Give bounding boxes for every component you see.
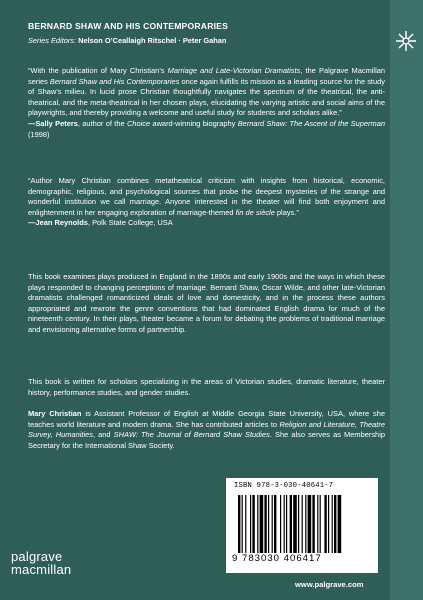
barcode-bar [286,495,287,553]
author-bio [28,409,385,451]
barcode-bar [338,495,342,553]
author-bio-text: Mary Christian is Assistant Professor of English at Middle Georgia State University, USA, where she teaches world literature and modern drama. She has contributed articles to Religion and Literature, Theatre Survey, Humanities, and SHAW: The Journal of Bernard Shaw Studies. She also serves as Membership Secretary for the International Shaw Society. [28,409,385,450]
barcode-bar [308,495,312,553]
quote-1-attribution: —Sally Peters, author of the Choice award-winning biography Bernard Shaw: The Ascent of the Superman (1998) [28,118,385,139]
barcode-number: 9 783030 406417 [232,553,322,564]
barcode-bar [324,495,326,553]
quote-2-text: “Author Mary Christian combines metatheatrical criticism with insights from historical, economic, demographic, religious, and psychological sources that probe the deepest mysteries of the strange and wonderful institution we call marriage. Anyone interested in the theater will find both enjoyment and enlightenment in her engaging exploration of marriage-themed fin de siècle plays.” [28,176,385,217]
barcode-bar [264,495,266,553]
barcode-bar [284,495,285,553]
barcode-bar [260,495,264,553]
barcode-bar [293,495,297,553]
palgrave-logo-icon [395,30,417,52]
quote-2-attribution: —Jean Reynolds, Polk State College, USA [28,218,173,228]
barcode-bar [245,495,246,553]
barcode-bar [334,495,336,553]
description-paragraph-1: This book examines plays produced in England in the 1890s and early 1900s and the ways in which these plays responded to changing perceptions of marriage. Bernard Shaw, Oscar Wilde, and other late-Victorian dramatists challenged romanticized ideals of love and domesticity, and in the process these authors appropriated and rewrote the genre conventions that had dominated English drama for much of the nineteenth century. In their plays, theater became a forum for debating the problems of traditional marriage and envisioning alternative forms of partnership. [28,272,385,334]
barcode-bar [317,495,318,553]
quote-1-text: “With the publication of Mary Christian’s Marriage and Late-Victorian Dramatists, the Palgrave Macmillan series Bernard Shaw and His Contemporaries once again fulfills its mission as a leading source for the study of Shaw’s milieu. In lucid prose Christian thoughtfully navigates the spectrum of the theatrical, the anti-theatrical, and the meta-theatrical in her chosen plays, elucidating the varying artistic and social aims of the playwrights, and thereby providing a welcome and useful study for students and scholars alike.” [28,66,386,118]
barcode-bar [302,495,303,553]
series-editors [28,36,226,45]
barcode-bar [238,495,240,553]
barcode-bar [252,495,254,553]
description-paragraph-2: This book is written for scholars specializing in the areas of Victorian studies, dramatic literature, theater history, performance studies, and gender studies. [28,377,385,397]
barcode-bar [298,495,299,553]
barcode-bar [250,495,251,553]
barcode-bar [305,495,306,553]
barcode-bars [238,495,374,553]
series-editors-names: Nelson O’Ceallaigh Ritschel · Peter Gahan [78,36,227,45]
spine-strip [390,0,423,600]
barcode-bar [328,495,329,553]
publisher-url[interactable]: www.palgrave.com [295,580,364,589]
barcode-bar [290,495,292,553]
endorsement-quote-1 [28,66,385,140]
publisher-line-2: macmillan [11,562,72,577]
series-title: BERNARD SHAW AND HIS CONTEMPORARIES [28,21,229,31]
publisher-line-1: palgrave [11,549,63,564]
book-description [28,272,385,336]
barcode-bar [312,495,314,553]
author-name: Mary Christian [28,409,82,418]
barcode-bar [272,495,273,553]
barcode-bar [320,495,321,553]
barcode-bar [257,495,258,553]
barcode-bar [332,495,333,553]
audience-note [28,377,385,398]
barcode [226,478,378,573]
publisher-logo [11,550,71,576]
barcode-bar [268,495,269,553]
barcode-bar [280,495,281,553]
endorsement-quote-2 [28,176,385,229]
barcode-bar [242,495,243,553]
isbn-label: ISBN 978-3-030-40641-7 [234,482,334,490]
series-editors-label: Series Editors: [28,36,77,45]
barcode-bar [274,495,276,553]
